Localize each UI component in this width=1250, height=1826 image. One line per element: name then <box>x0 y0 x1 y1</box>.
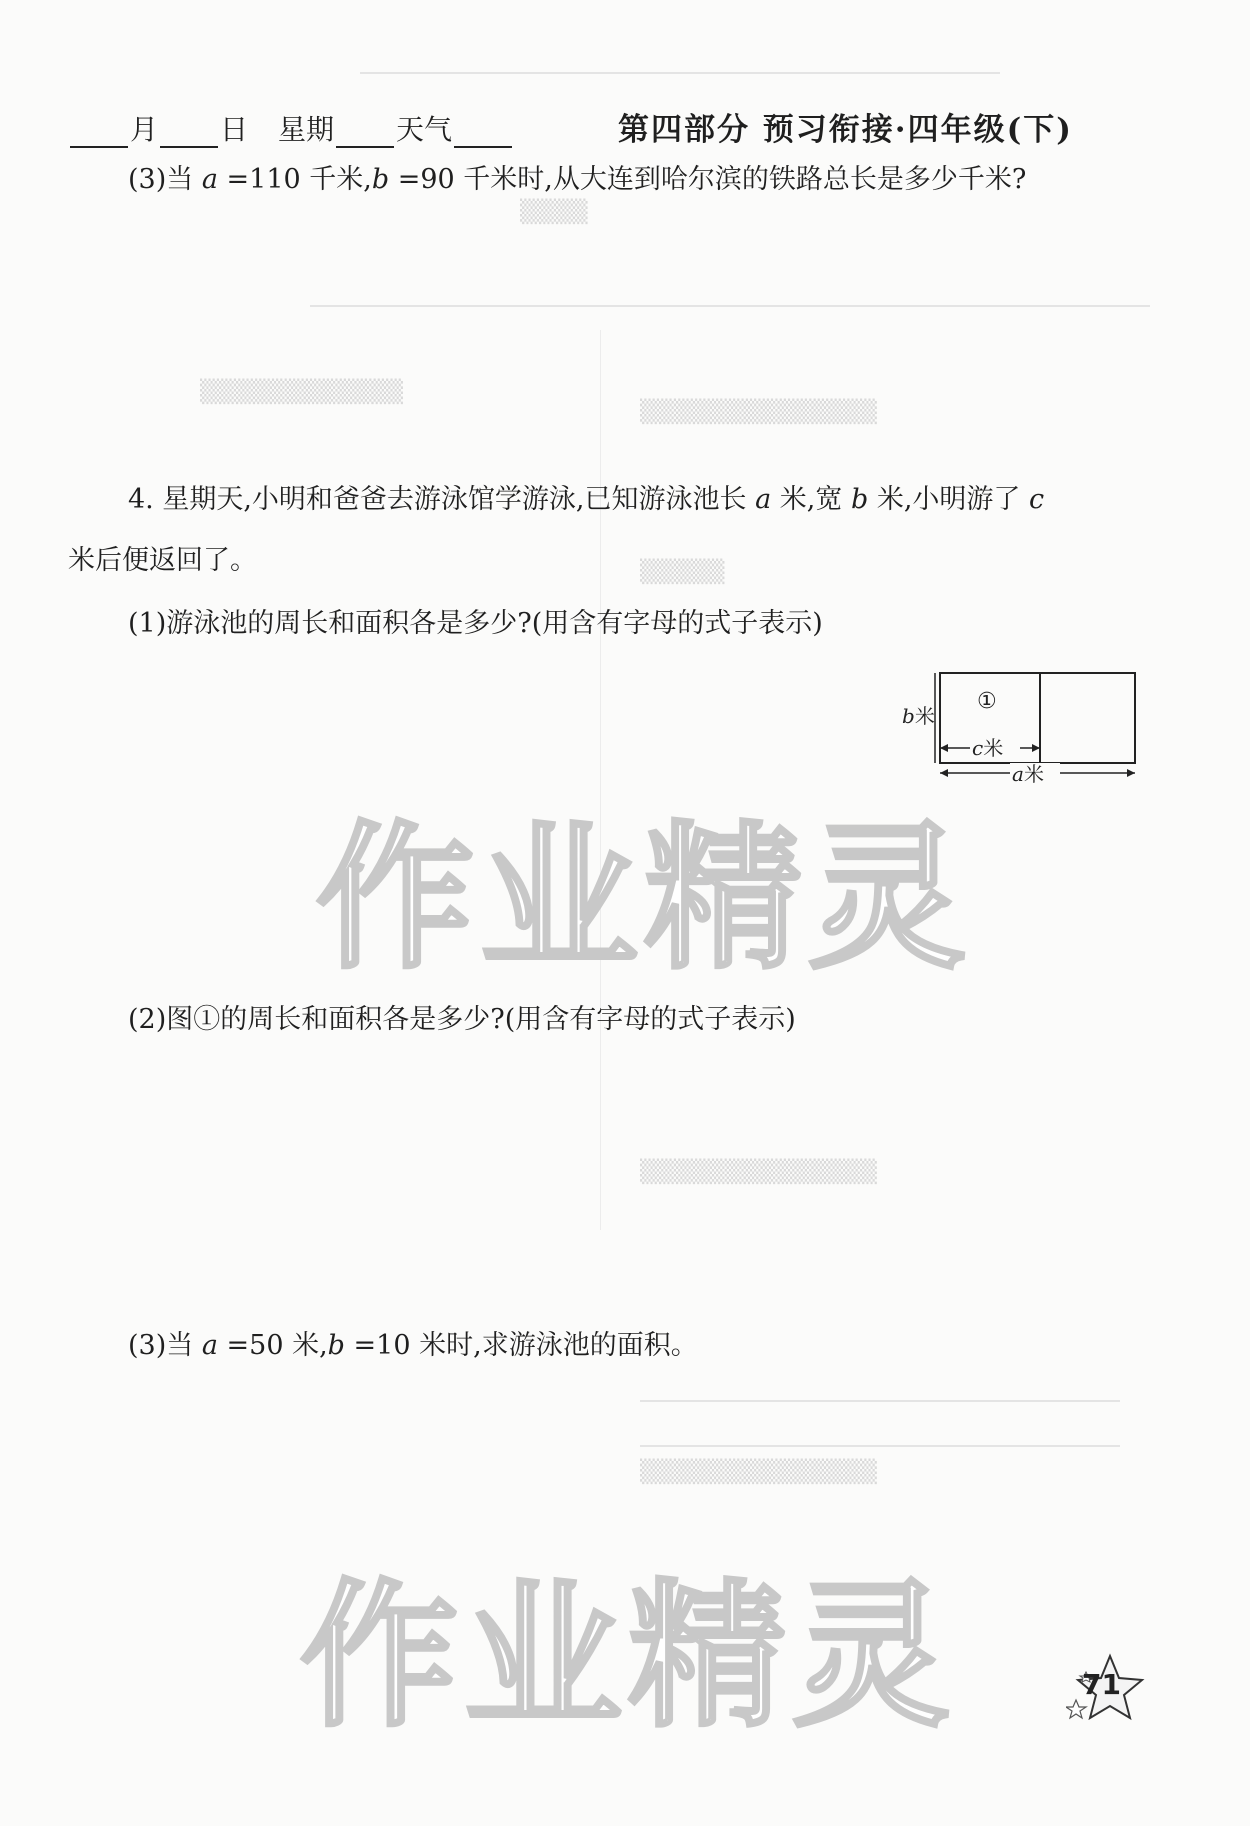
date-weather-line <box>68 108 514 148</box>
ghost-text: ▒▒▒▒▒▒▒▒▒▒▒▒▒▒ <box>640 400 877 425</box>
month-blank[interactable] <box>70 120 128 148</box>
watermark-top: 作业精灵 <box>316 807 972 991</box>
ghost-line <box>640 1445 1120 1447</box>
question-4-part-1: (1)游泳池的周长和面积各是多少?(用含有字母的式子表示) <box>128 608 823 639</box>
ghost-text: ▒▒▒▒▒▒▒▒▒▒▒▒▒▒ <box>640 1460 877 1485</box>
weekday-blank[interactable] <box>336 120 394 148</box>
question-4-stem-line2: 米后便返回了。 <box>68 545 257 576</box>
month-label: 月 <box>130 113 159 146</box>
ghost-line <box>310 305 1150 307</box>
question-4-part-2: (2)图①的周长和面积各是多少?(用含有字母的式子表示) <box>128 1004 796 1035</box>
question-3-part-3: (3)当 a =110 千米,b =90 千米时,从大连到哈尔滨的铁路总长是多少千米? <box>128 164 1027 195</box>
figure-label-1: ① <box>977 689 997 714</box>
watermark-bottom: 作业精灵 <box>300 1565 956 1749</box>
ghost-text: ▒▒▒▒ <box>520 200 588 225</box>
figure-label-b: b米 <box>902 704 935 728</box>
question-4-stem-line1: 4. 星期天,小明和爸爸去游泳馆学游泳,已知游泳池长 a 米,宽 b 米,小明游了 c <box>128 484 1045 515</box>
day-blank[interactable] <box>160 120 218 148</box>
figure-label-c: c米 <box>972 736 1004 760</box>
figure-label-a: a米 <box>1012 762 1044 786</box>
page-number: 71 <box>1082 1668 1121 1701</box>
ghost-text: ▒▒▒▒▒▒▒▒▒▒▒▒ <box>200 380 404 405</box>
ghost-text: ▒▒▒▒▒▒▒▒▒▒▒▒▒▒ <box>640 1160 877 1185</box>
weather-blank[interactable] <box>454 120 512 148</box>
ghost-line <box>640 1400 1120 1402</box>
section-title: 第四部分 预习衔接·四年级(下) <box>618 112 1073 148</box>
day-label: 日 <box>220 113 249 146</box>
question-4-part-3: (3)当 a =50 米,b =10 米时,求游泳池的面积。 <box>128 1330 698 1361</box>
ghost-line <box>360 72 1000 74</box>
weather-label: 天气 <box>396 113 453 146</box>
weekday-label: 星期 <box>278 113 335 146</box>
ghost-text: ▒▒▒▒▒ <box>640 560 725 585</box>
